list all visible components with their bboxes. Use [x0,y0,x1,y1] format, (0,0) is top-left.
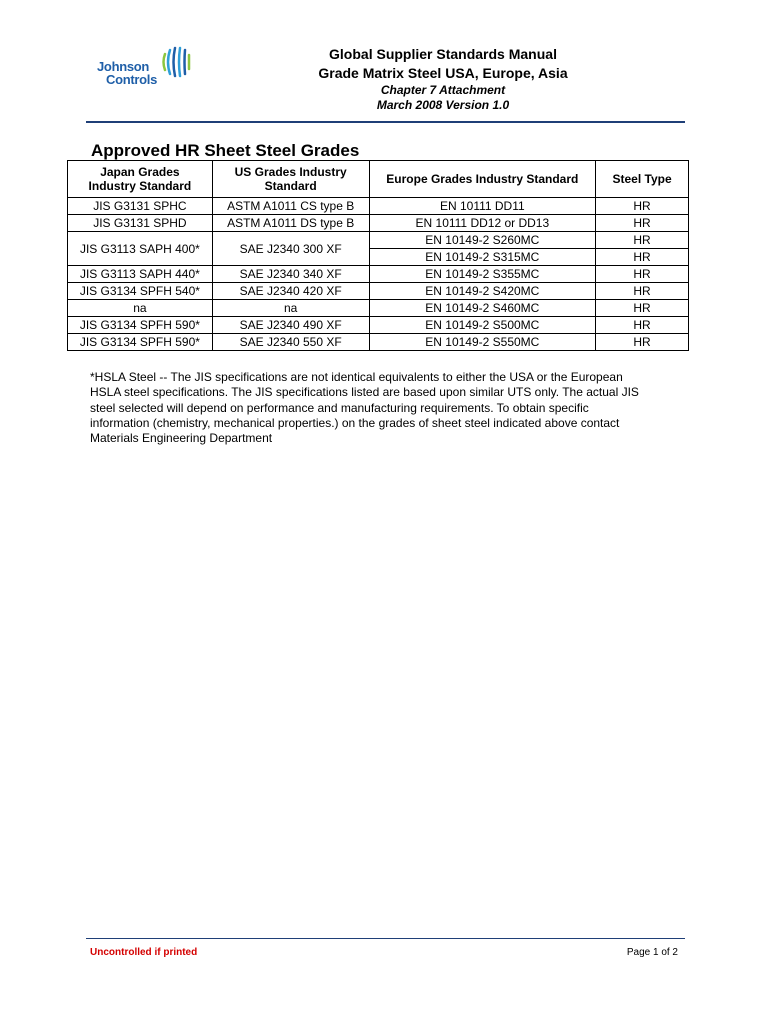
us-grade: SAE J2340 550 XF [212,334,369,351]
note-line3: steel selected will depend on performance and manufacturing requirements. To obtain specific [90,400,589,415]
header-divider [86,121,685,123]
table-row [68,232,689,249]
japan-grade: JIS G3131 SPHD [68,215,213,232]
steel-type: HR [596,266,689,283]
steel-type: HR [596,215,689,232]
header-japan-line2: Industry Standard [88,179,192,193]
logo-line1: Johnson [97,59,150,74]
japan-grade: JIS G3131 SPHC [68,198,213,215]
manual-title: Global Supplier Standards Manual [329,46,557,62]
hsla-footnote [90,370,690,446]
section-title: Approved HR Sheet Steel Grades [91,141,360,160]
note-line5: Materials Engineering Department [90,431,273,446]
header-us-line2: Standard [264,179,317,193]
header-europe: Europe Grades Industry Standard [369,161,596,198]
table-row [68,334,689,351]
japan-grade: JIS G3113 SAPH 440* [68,266,213,283]
header-japan-line1: Japan Grades [100,165,180,179]
footer-divider [86,938,685,939]
europe-grade: EN 10149-2 S315MC [369,249,596,266]
europe-grade: EN 10149-2 S500MC [369,317,596,334]
table-row [68,198,689,215]
europe-grade: EN 10149-2 S460MC [369,300,596,317]
table-row [68,266,689,283]
logo-line2: Controls [106,72,158,87]
johnson-controls-logo [97,46,207,96]
steel-type: HR [596,283,689,300]
note-line4: information (chemistry, mechanical properties.) on the grades of sheet steel indicated above contact [90,415,620,430]
us-grade: SAE J2340 490 XF [212,317,369,334]
table-row [68,283,689,300]
document-header [260,44,626,113]
version-line: March 2008 Version 1.0 [376,98,510,112]
steel-grades-table [67,160,689,351]
globe-icon [161,46,191,78]
japan-grade: JIS G3134 SPFH 540* [68,283,213,300]
japan-grade: na [68,300,213,317]
table-row [68,317,689,334]
europe-grade: EN 10149-2 S355MC [369,266,596,283]
europe-grade: EN 10149-2 S260MC [369,232,596,249]
us-grade: SAE J2340 340 XF [212,266,369,283]
europe-grade: EN 10111 DD11 [369,198,596,215]
steel-type: HR [596,317,689,334]
note-line2: HSLA steel specifications. The JIS specifications listed are based upon similar UTS only. The actual JIS [90,385,639,400]
japan-grade: JIS G3134 SPFH 590* [68,317,213,334]
note-line1: *HSLA Steel -- The JIS specifications are not identical equivalents to either the USA or the European [90,370,623,384]
japan-grade: JIS G3113 SAPH 400* [68,232,213,266]
header-steel-type: Steel Type [596,161,689,198]
japan-grade: JIS G3134 SPFH 590* [68,334,213,351]
us-grade: SAE J2340 420 XF [212,283,369,300]
uncontrolled-notice: Uncontrolled if printed [90,947,198,958]
us-grade: ASTM A1011 CS type B [212,198,369,215]
table-row [68,215,689,232]
header-us-line1: US Grades Industry [234,165,347,179]
table-header-row [68,161,689,198]
logo-wordmark [97,60,157,86]
europe-grade: EN 10149-2 S420MC [369,283,596,300]
matrix-title: Grade Matrix Steel USA, Europe, Asia [318,65,568,81]
steel-type: HR [596,249,689,266]
europe-grade: EN 10111 DD12 or DD13 [369,215,596,232]
table-row [68,300,689,317]
us-grade: na [212,300,369,317]
header-us [212,161,369,198]
steel-type: HR [596,300,689,317]
page-number: Page 1 of 2 [626,947,678,958]
header-japan [68,161,213,198]
chapter-subtitle: Chapter 7 Attachment [380,83,506,97]
steel-type: HR [596,334,689,351]
europe-grade: EN 10149-2 S550MC [369,334,596,351]
us-grade: ASTM A1011 DS type B [212,215,369,232]
steel-type: HR [596,232,689,249]
steel-type: HR [596,198,689,215]
us-grade: SAE J2340 300 XF [212,232,369,266]
